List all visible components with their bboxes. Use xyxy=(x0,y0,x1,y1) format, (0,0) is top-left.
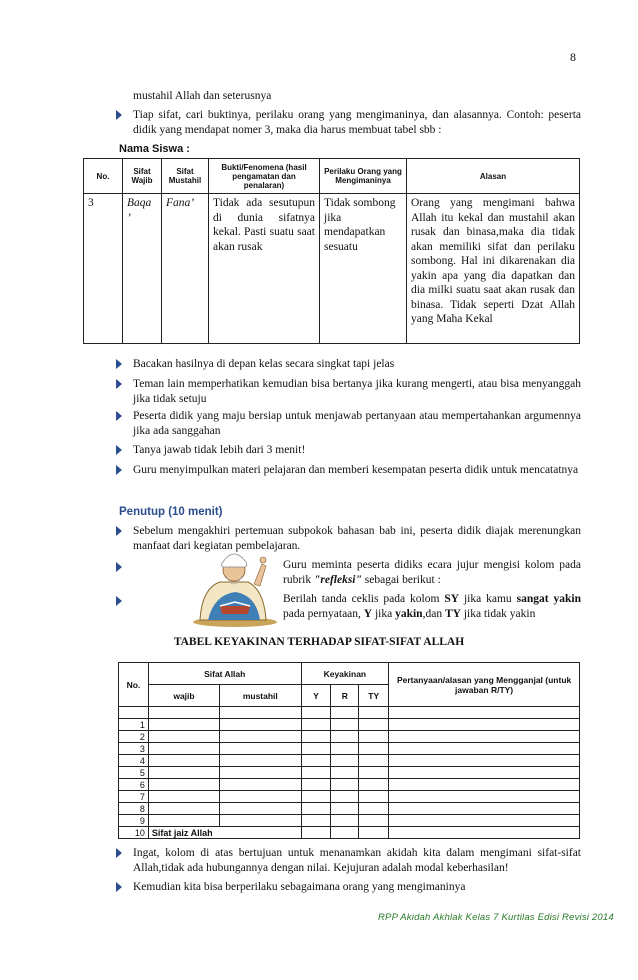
table2-title: TABEL KEYAKINAN TERHADAP SIFAT-SIFAT ALLAH xyxy=(173,636,465,648)
text-span: Berilah tanda ceklis pada kolom xyxy=(283,593,445,605)
penutup-heading: Penutup (10 menit) xyxy=(119,506,223,518)
bullet-arrow-icon xyxy=(116,882,122,892)
row-number: 9 xyxy=(119,815,149,827)
sy-emphasis: SY xyxy=(444,593,460,605)
col-header: Alasan xyxy=(407,159,580,194)
row-number: 1 xyxy=(119,719,149,731)
bullet-text: Ingat, kolom di atas bertujuan untuk menanamkan akidah kita dalam mengimani sifat-sifat Allah,tidak ada hubungannya dengan nilai. Kejujuran adalah modal keberhasilan! xyxy=(133,847,581,874)
cell-mustahil[interactable] xyxy=(220,743,301,755)
table-row xyxy=(119,743,580,755)
cell-y[interactable] xyxy=(301,815,331,827)
cell-mustahil[interactable] xyxy=(220,803,301,815)
bullet-item xyxy=(116,357,581,372)
bullet-arrow-icon xyxy=(116,596,122,606)
text-span: Guru meminta peserta didiks ecara jujur mengisi kolom pada rubrik xyxy=(283,559,581,586)
text-span: sebagai berikut : xyxy=(361,573,441,586)
cell-wajib: Baqa ’ xyxy=(123,194,162,344)
cell-pertanyaan[interactable] xyxy=(389,827,580,839)
cell-wajib[interactable] xyxy=(148,731,219,743)
scholar-reading-icon xyxy=(190,540,280,628)
col-header-sifat: Sifat Allah xyxy=(148,663,301,685)
bullet-arrow-icon xyxy=(116,562,122,572)
bullet-text: Tiap sifat, cari buktinya, perilaku orang yang mengimaninya, dan alasannya. Contoh: peserta didik yang mendapat nomer 3, maka dia harus membuat tabel sbb : xyxy=(133,109,581,136)
text-span: jika xyxy=(372,607,396,620)
bullet-item xyxy=(116,880,581,895)
cell-bukti: Tidak ada sesutupun di dunia sifatnya kekal. Pasti suatu saat akan rusak xyxy=(209,194,320,344)
table-row xyxy=(119,755,580,767)
cell-pertanyaan[interactable] xyxy=(389,779,580,791)
text-span: ,dan xyxy=(422,607,445,620)
bullet-text: Peserta didik yang maju bersiap untuk menjawab pertanyaan atau mempertahankan argumennya jika ada sanggahan xyxy=(133,410,581,437)
cell-mustahil[interactable] xyxy=(220,719,301,731)
table-row xyxy=(119,791,580,803)
bullet-item xyxy=(116,409,581,438)
ty-emphasis: TY xyxy=(444,607,461,620)
cell-r[interactable] xyxy=(331,731,359,743)
cell-alasan: Orang yang mengimani bahwa Allah itu kekal dan mustahil akan rusak dan binasa,maka dia tidak akan memiliki sifat dan perilaku sombong. Hal ini dikarenakan dia yakin apa yang dia dapatkan dan dia milki suatu saat akan rusak dan binasa. Tidak seperti Dzat Allah yang Maha Kekal xyxy=(407,194,580,344)
cell-y[interactable] xyxy=(301,755,331,767)
cell-r[interactable] xyxy=(331,779,359,791)
table-row xyxy=(119,719,580,731)
cell-wajib[interactable] xyxy=(148,743,219,755)
cell-y[interactable] xyxy=(301,779,331,791)
yakin-emphasis: yakin xyxy=(395,607,423,620)
cell-mustahil[interactable] xyxy=(220,779,301,791)
spacer-cell xyxy=(220,707,301,719)
cell-mustahil[interactable] xyxy=(220,731,301,743)
keyakinan-table xyxy=(118,662,580,839)
cell-ty[interactable] xyxy=(359,815,389,827)
cell-wajib[interactable] xyxy=(148,815,219,827)
cell-pertanyaan[interactable] xyxy=(389,791,580,803)
table-row xyxy=(119,767,580,779)
cell-pertanyaan[interactable] xyxy=(389,743,580,755)
col-header-no: No. xyxy=(119,663,149,707)
text-span: jika kamu xyxy=(459,593,517,605)
bullet-text: Sebelum mengakhiri pertemuan subpokok bahasan bab ini, peserta didik diajak merenungkan manfaat dari kegiatan pembelajaran. xyxy=(133,525,581,552)
col-header-pertanyaan: Pertanyaan/alasan yang Mengganjal (untuk jawaban R/TY) xyxy=(389,663,580,707)
cell-r[interactable] xyxy=(331,755,359,767)
penutup-text-3 xyxy=(283,592,581,621)
cell-mustahil: Fana’ xyxy=(162,194,209,344)
cell-r[interactable] xyxy=(331,767,359,779)
table-row xyxy=(119,803,580,815)
row-number: 6 xyxy=(119,779,149,791)
table-row xyxy=(119,779,580,791)
cell-pertanyaan[interactable] xyxy=(389,719,580,731)
col-header: Sifat Wajib xyxy=(123,159,162,194)
cell-y[interactable] xyxy=(301,803,331,815)
row-number: 4 xyxy=(119,755,149,767)
cell-r[interactable] xyxy=(331,827,359,839)
cell-pertanyaan[interactable] xyxy=(389,755,580,767)
cell-jaiz-label: Sifat jaiz Allah xyxy=(148,827,301,839)
col-header: Bukti/Fenomena (hasil pengamatan dan penalaran) xyxy=(209,159,320,194)
spacer-cell xyxy=(301,707,331,719)
cell-ty[interactable] xyxy=(359,743,389,755)
cell-mustahil[interactable] xyxy=(220,767,301,779)
y-emphasis: Y xyxy=(363,607,373,620)
cell-wajib[interactable] xyxy=(148,719,219,731)
cell-mustahil[interactable] xyxy=(220,791,301,803)
cell-mustahil[interactable] xyxy=(220,815,301,827)
cell-y[interactable] xyxy=(301,743,331,755)
col-header-ty: TY xyxy=(359,685,389,707)
col-header-keyakinan: Keyakinan xyxy=(301,663,389,685)
spacer-cell xyxy=(148,707,219,719)
cell-wajib[interactable] xyxy=(148,767,219,779)
sangat-yakin-emphasis: sangat yakin xyxy=(516,593,581,605)
spacer-cell xyxy=(359,707,389,719)
cell-r[interactable] xyxy=(331,719,359,731)
table-row xyxy=(119,815,580,827)
nama-siswa-label: Nama Siswa : xyxy=(119,143,190,155)
bullet-arrow-icon xyxy=(116,411,122,421)
bullet-arrow-icon xyxy=(116,526,122,536)
cell-pertanyaan[interactable] xyxy=(389,815,580,827)
cell-wajib[interactable] xyxy=(148,803,219,815)
row-number: 7 xyxy=(119,791,149,803)
row-number: 5 xyxy=(119,767,149,779)
penutup-text-2 xyxy=(283,558,581,587)
cell-ty[interactable] xyxy=(359,755,389,767)
continued-line: mustahil Allah dan seterusnya xyxy=(133,90,272,102)
text-span: jika tidak yakin xyxy=(460,607,536,620)
col-header: Sifat Mustahil xyxy=(162,159,209,194)
footer-text: RPP Akidah Akhlak Kelas 7 Kurtilas Edisi Revisi 2014 xyxy=(378,912,614,923)
cell-y[interactable] xyxy=(301,767,331,779)
cell-ty[interactable] xyxy=(359,791,389,803)
bullet-text: Kemudian kita bisa berperilaku sebagaimana orang yang mengimaninya xyxy=(133,881,466,893)
text-span: pada pernyataan, xyxy=(283,607,364,620)
bullet-item xyxy=(116,846,581,875)
table-row xyxy=(119,827,580,839)
bullet-arrow-icon xyxy=(116,110,122,120)
page-number: 8 xyxy=(570,50,576,64)
cell-perilaku: Tidak sombong jika mendapatkan sesuatu xyxy=(320,194,407,344)
cell-mustahil[interactable] xyxy=(220,755,301,767)
bullet-item xyxy=(116,108,581,137)
cell-y[interactable] xyxy=(301,719,331,731)
bullet-text: Teman lain memperhatikan kemudian bisa bertanya jika kurang mengerti, atau bisa menyanggah jika tidak setuju xyxy=(133,378,581,405)
cell-pertanyaan[interactable] xyxy=(389,803,580,815)
cell-r[interactable] xyxy=(331,815,359,827)
cell-ty[interactable] xyxy=(359,731,389,743)
col-header-wajib: wajib xyxy=(148,685,219,707)
row-number: 8 xyxy=(119,803,149,815)
bullet-item xyxy=(116,443,581,458)
cell-r[interactable] xyxy=(331,791,359,803)
bullet-arrow-icon xyxy=(116,465,122,475)
row-number: 2 xyxy=(119,731,149,743)
cell-ty[interactable] xyxy=(359,827,389,839)
row-number: 10 xyxy=(119,827,149,839)
cell-r[interactable] xyxy=(331,743,359,755)
cell-wajib[interactable] xyxy=(148,791,219,803)
cell-pertanyaan[interactable] xyxy=(389,731,580,743)
refleksi-emphasis: "refleksi" xyxy=(313,573,362,586)
cell-ty[interactable] xyxy=(359,719,389,731)
col-header-r: R xyxy=(331,685,359,707)
cell-y[interactable] xyxy=(301,827,331,839)
bullet-item xyxy=(116,463,581,478)
cell-wajib[interactable] xyxy=(148,779,219,791)
example-table xyxy=(83,158,580,344)
bullet-arrow-icon xyxy=(116,379,122,389)
col-header: Perilaku Orang yang Mengimaninya xyxy=(320,159,407,194)
col-header: No. xyxy=(84,159,123,194)
bullet-text: Guru menyimpulkan materi pelajaran dan memberi kesempatan peserta didik untuk mencatatnya xyxy=(133,464,579,476)
cell-ty[interactable] xyxy=(359,779,389,791)
spacer-cell xyxy=(389,707,580,719)
spacer-cell xyxy=(331,707,359,719)
bullet-text: Tanya jawab tidak lebih dari 3 menit! xyxy=(133,444,306,456)
cell-ty[interactable] xyxy=(359,803,389,815)
table-row xyxy=(119,731,580,743)
bullet-item xyxy=(116,377,581,406)
cell-pertanyaan[interactable] xyxy=(389,767,580,779)
cell-ty[interactable] xyxy=(359,767,389,779)
cell-y[interactable] xyxy=(301,791,331,803)
cell-y[interactable] xyxy=(301,731,331,743)
bullet-arrow-icon xyxy=(116,359,122,369)
cell-no: 3 xyxy=(84,194,123,344)
cell-r[interactable] xyxy=(331,803,359,815)
col-header-mustahil: mustahil xyxy=(220,685,301,707)
cell-wajib[interactable] xyxy=(148,755,219,767)
scholar-illustration xyxy=(190,540,280,628)
spacer-cell xyxy=(119,707,149,719)
bullet-arrow-icon xyxy=(116,848,122,858)
bullet-text: Bacakan hasilnya di depan kelas secara singkat tapi jelas xyxy=(133,358,395,370)
bullet-arrow-icon xyxy=(116,445,122,455)
row-number: 3 xyxy=(119,743,149,755)
bullet-item xyxy=(116,524,581,553)
col-header-y: Y xyxy=(301,685,331,707)
